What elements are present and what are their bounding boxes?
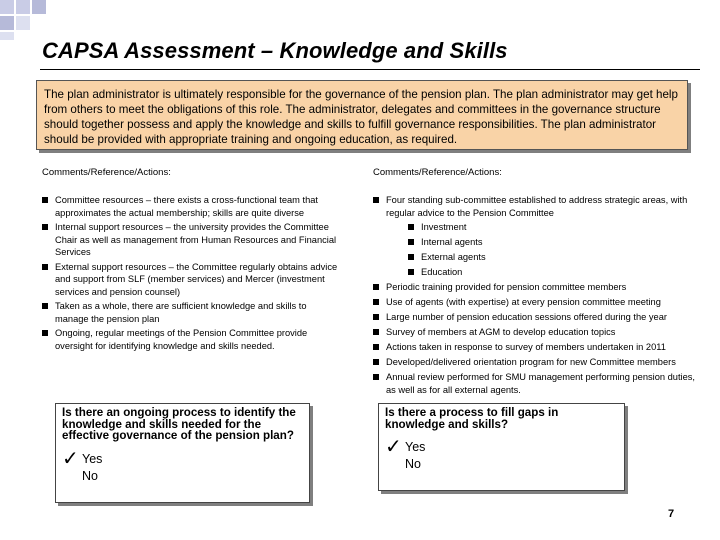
check-icon: ✓ <box>62 447 79 470</box>
check-icon: ✓ <box>385 436 402 458</box>
right-question: Is there a process to fill gaps in knowledge and skills? <box>385 406 559 431</box>
list-item: Ongoing, regular meetings of the Pension Committee provide oversight for identifying knowledge and skills needed. <box>42 327 342 352</box>
corner-decoration <box>0 0 60 40</box>
page-number: 7 <box>668 508 675 520</box>
list-item: Actions taken in response to survey of members undertaken in 2011 <box>373 341 703 354</box>
right-question-box <box>378 403 625 491</box>
right-comments <box>373 194 703 399</box>
list-item: Developed/delivered orientation program for new Committee members <box>373 356 703 369</box>
left-heading: Comments/Reference/Actions: <box>42 167 171 178</box>
guideline-callout: The plan administrator is ultimately responsible for the governance of the pension plan. The plan administrator may get help from others to meet the obligations of this role. The administrator, delegates and committees in the governance structure should together possess and apply the knowledge and skills to fulfill governance responsibilities. The plan administrator should be provided with appropriate training and ongoing education, as required. <box>36 80 688 150</box>
sub-list-item: Investment <box>408 221 703 234</box>
list-item: Taken as a whole, there are sufficient knowledge and skills to manage the pension plan <box>42 300 342 325</box>
sub-list-item: Internal agents <box>408 236 703 249</box>
page-title: CAPSA Assessment – Knowledge and Skills <box>42 38 508 63</box>
sub-list-item: External agents <box>408 251 703 264</box>
list-item: Use of agents (with expertise) at every pension committee meeting <box>373 296 703 309</box>
list-item: Survey of members at AGM to develop education topics <box>373 326 703 339</box>
list-item: Internal support resources – the university provides the Committee Chair as well as management from Human Resources and Financial Services <box>42 221 342 259</box>
right-answer <box>385 438 618 473</box>
left-yes: Yes <box>82 451 103 466</box>
left-question: Is there an ongoing process to identify the knowledge and skills needed for the effective governance of the pension plan? <box>62 406 296 442</box>
list-item: Periodic training provided for pension committee members <box>373 281 703 294</box>
list-item: Committee resources – there exists a cross-functional team that approximates the actual membership; skills are quite diverse <box>42 194 342 219</box>
list-item: External support resources – the Committee regularly obtains advice and support from SLF (member services) and Mercer (investment services and pension counsel) <box>42 261 342 299</box>
right-heading: Comments/Reference/Actions: <box>373 167 502 178</box>
right-yes: Yes <box>405 440 426 454</box>
left-answer <box>62 447 303 485</box>
list-item: Large number of pension education sessions offered during the year <box>373 311 703 324</box>
title-divider <box>40 69 700 70</box>
right-no: No <box>405 457 421 471</box>
left-question-box <box>55 403 310 503</box>
left-comments <box>42 194 342 354</box>
left-no: No <box>82 468 98 483</box>
list-item <box>373 194 703 279</box>
list-item-text: Four standing sub-committee established to address strategic areas, with regular advice to the Pension Committee <box>386 195 688 218</box>
sub-list-item: Education <box>408 266 703 279</box>
list-item: Annual review performed for SMU management performing pension duties, as well as for all external agents. <box>373 371 703 396</box>
